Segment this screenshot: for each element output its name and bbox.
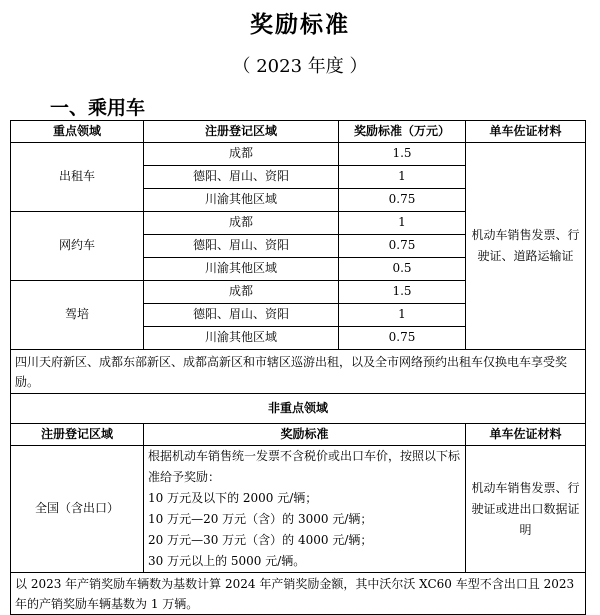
non-key-title: 非重点领域	[11, 394, 586, 424]
amount-cell: 1	[339, 166, 466, 189]
region-cell: 德阳、眉山、资阳	[144, 304, 339, 327]
amount-cell: 0.75	[339, 327, 466, 350]
section-title: 一、乘用车	[50, 97, 146, 119]
non-key-header-row	[11, 424, 586, 446]
region-cell: 川渝其他区域	[144, 327, 339, 350]
header-region: 注册登记区域	[144, 121, 339, 143]
amount-cell: 0.5	[339, 258, 466, 281]
amount-cell: 1	[339, 304, 466, 327]
footer-note: 以 2023 年产销奖励车辆数为基数计算 2024 年产销奖励金额，其中沃尔沃 XC60 车型不含出口且 2023 年的产销奖励车辆基数为 1 万辆。	[11, 573, 586, 615]
category-driver-training: 驾培	[11, 281, 144, 350]
table-row	[11, 143, 586, 166]
amount-cell: 0.75	[339, 189, 466, 212]
category-taxi: 出租车	[11, 143, 144, 212]
nk-materials: 机动车销售发票、行驶证或进出口数据证明	[466, 446, 586, 573]
header-materials: 单车佐证材料	[466, 121, 586, 143]
key-materials: 机动车销售发票、行驶证、道路运输证	[466, 143, 586, 350]
non-key-title-row	[11, 394, 586, 424]
region-cell: 德阳、眉山、资阳	[144, 166, 339, 189]
non-key-row	[11, 446, 586, 573]
page-title: 奖励标准	[250, 12, 350, 38]
nk-header-standard: 奖励标准	[144, 424, 466, 446]
page-subtitle: （ 2023 年度 ）	[232, 56, 368, 77]
header-amount: 奖励标准（万元）	[339, 121, 466, 143]
region-cell: 成都	[144, 212, 339, 235]
amount-cell: 0.75	[339, 235, 466, 258]
nk-header-region: 注册登记区域	[11, 424, 144, 446]
nk-header-materials: 单车佐证材料	[466, 424, 586, 446]
standard-line: 30 万元以上的 5000 元/辆。	[148, 554, 306, 568]
standard-line: 20 万元—30 万元（含）的 4000 元/辆；	[148, 533, 373, 547]
header-key-area: 重点领域	[11, 121, 144, 143]
amount-cell: 1.5	[339, 143, 466, 166]
footer-note-row	[11, 573, 586, 615]
region-cell: 成都	[144, 143, 339, 166]
reward-table	[10, 120, 586, 615]
category-ride-hailing: 网约车	[11, 212, 144, 281]
region-cell: 成都	[144, 281, 339, 304]
region-cell: 川渝其他区域	[144, 189, 339, 212]
key-area-note: 四川天府新区、成都东部新区、成都高新区和市辖区巡游出租，以及全市网络预约出租车仅换电车享受奖励。	[11, 350, 586, 394]
region-cell: 川渝其他区域	[144, 258, 339, 281]
key-note-row	[11, 350, 586, 394]
nk-region: 全国（含出口）	[11, 446, 144, 573]
header-row	[11, 121, 586, 143]
nk-standard	[144, 446, 466, 573]
standard-line: 根据机动车销售统一发票不含税价或出口车价，按照以下标准给予奖励：	[148, 449, 461, 484]
standard-line: 10 万元及以下的 2000 元/辆；	[148, 491, 318, 505]
amount-cell: 1.5	[339, 281, 466, 304]
amount-cell: 1	[339, 212, 466, 235]
region-cell: 德阳、眉山、资阳	[144, 235, 339, 258]
standard-line: 10 万元—20 万元（含）的 3000 元/辆；	[148, 512, 373, 526]
